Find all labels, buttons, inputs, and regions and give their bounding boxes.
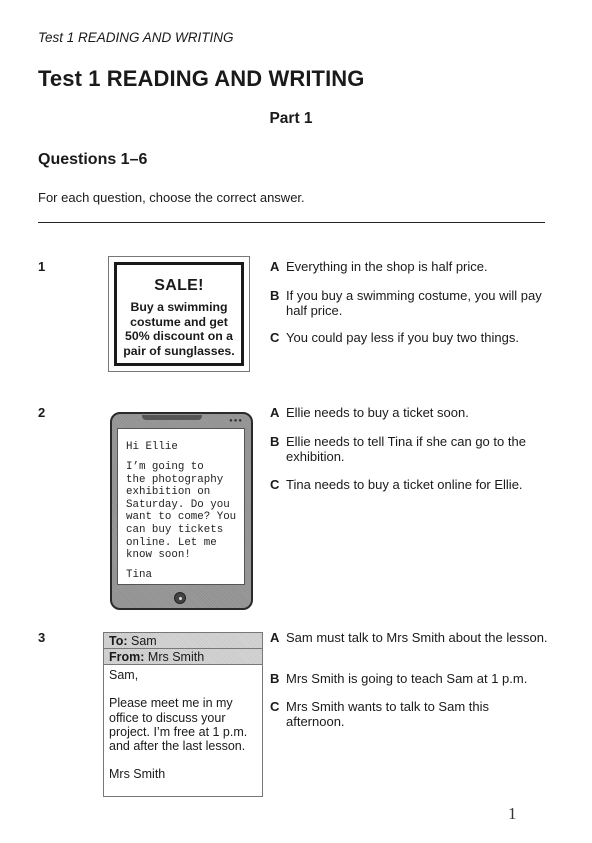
divider bbox=[38, 222, 545, 223]
option-letter: B bbox=[270, 288, 280, 303]
sign-line: Buy a swimming bbox=[130, 300, 228, 314]
option-text: Ellie needs to buy a ticket soon. bbox=[286, 405, 469, 420]
email-signoff: Mrs Smith bbox=[109, 767, 166, 782]
option-letter: C bbox=[270, 477, 280, 492]
phone-camera-dots: ●●● bbox=[229, 418, 243, 424]
message-line: I’m going to bbox=[126, 461, 204, 473]
email-from-value: Mrs Smith bbox=[147, 650, 205, 664]
sign-body bbox=[117, 300, 241, 358]
question-number: 2 bbox=[38, 405, 46, 420]
message-signoff: Tina bbox=[126, 569, 152, 581]
email-illustration bbox=[103, 632, 263, 797]
option-text: Mrs Smith wants to talk to Sam this afternoon. bbox=[286, 699, 490, 729]
question-number: 3 bbox=[38, 630, 46, 645]
option-letter: A bbox=[270, 259, 280, 274]
message-greeting: Hi Ellie bbox=[126, 441, 178, 453]
sign-line: 50% discount on a bbox=[125, 329, 233, 344]
option-text: Mrs Smith is going to teach Sam at 1 p.m. bbox=[286, 671, 528, 686]
option-text: Sam must talk to Mrs Smith about the lesson. bbox=[286, 630, 548, 645]
option-text: You could pay less if you buy two things. bbox=[286, 330, 519, 345]
message-line: Saturday. Do you bbox=[126, 498, 230, 511]
sale-sign bbox=[108, 256, 250, 372]
option-letter: A bbox=[270, 630, 280, 645]
message-line: online. Let me bbox=[126, 536, 217, 549]
message-line: want to come? You bbox=[126, 511, 237, 524]
question-number: 1 bbox=[38, 259, 46, 274]
phone-speaker bbox=[142, 415, 202, 420]
option-text: If you buy a swimming costume, you will pay half price. bbox=[286, 288, 542, 318]
email-to-label: To: bbox=[109, 634, 128, 648]
email-message bbox=[109, 696, 257, 753]
option-text: Everything in the shop is half price. bbox=[286, 259, 488, 274]
email-body bbox=[104, 665, 262, 782]
option-letter: C bbox=[270, 330, 280, 345]
message-line: the photography bbox=[126, 473, 224, 486]
message-body bbox=[126, 461, 244, 562]
page-number: 1 bbox=[508, 804, 517, 823]
email-from-row bbox=[104, 649, 262, 665]
message-line: exhibition on bbox=[126, 486, 211, 499]
page-title: Test 1 READING AND WRITING bbox=[38, 66, 365, 91]
option-text: Ellie needs to tell Tina if she can go to the exhibition. bbox=[286, 434, 526, 464]
email-line: Please meet me in my bbox=[109, 696, 233, 711]
message-line: know soon! bbox=[126, 549, 191, 562]
message-line: can buy tickets bbox=[126, 523, 224, 536]
phone-screen bbox=[117, 428, 245, 585]
part-title: Part 1 bbox=[269, 110, 313, 127]
option-letter: B bbox=[270, 434, 280, 449]
phone-illustration bbox=[110, 412, 253, 610]
option-letter: A bbox=[270, 405, 280, 420]
email-from-label: From: bbox=[109, 650, 145, 664]
option-letter: B bbox=[270, 671, 280, 686]
sign-frame bbox=[114, 262, 244, 366]
sign-line: costume and get bbox=[130, 314, 228, 329]
email-to-value: Sam bbox=[131, 634, 157, 648]
sign-title: SALE! bbox=[154, 277, 204, 294]
sign-line: pair of sunglasses. bbox=[123, 343, 235, 358]
email-line: office to discuss your bbox=[109, 710, 226, 725]
instruction-text: For each question, choose the correct answer. bbox=[38, 190, 305, 205]
option-letter: C bbox=[270, 699, 280, 714]
home-button-icon bbox=[174, 592, 186, 604]
email-to-row bbox=[104, 633, 262, 649]
email-line: project. I’m free at 1 p.m. bbox=[109, 724, 248, 739]
running-header: Test 1 READING AND WRITING bbox=[38, 30, 234, 45]
questions-heading: Questions 1–6 bbox=[38, 151, 148, 168]
email-greeting: Sam, bbox=[109, 668, 139, 682]
option-text: Tina needs to buy a ticket online for Ellie. bbox=[286, 477, 523, 492]
email-line: and after the last lesson. bbox=[109, 739, 246, 754]
